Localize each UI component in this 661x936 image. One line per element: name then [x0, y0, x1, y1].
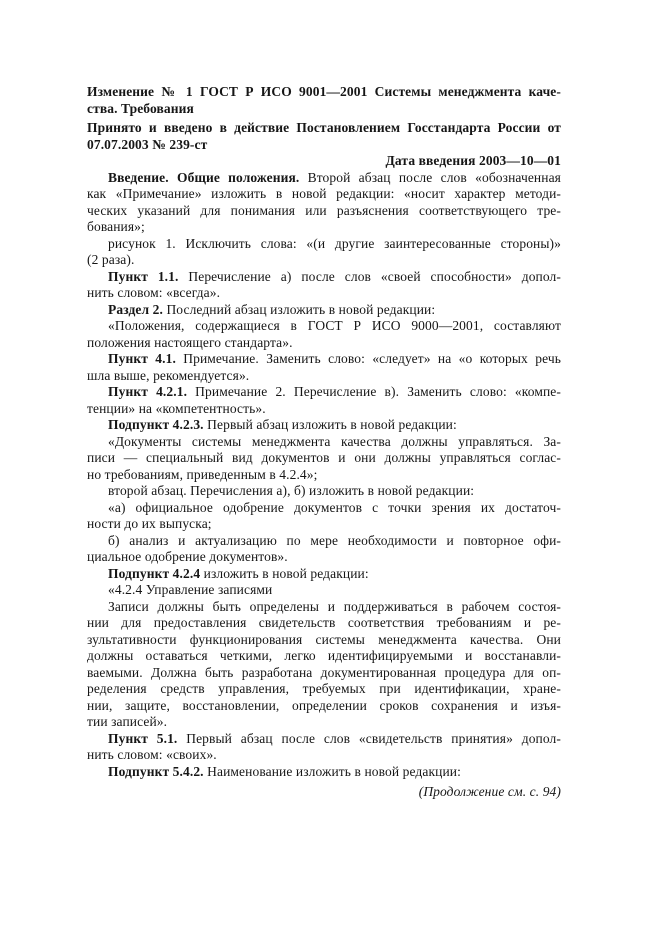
paragraph-clause-5-1 — [87, 731, 561, 764]
text-segment: нить словом: «своих». — [87, 747, 217, 762]
text-line — [87, 186, 561, 203]
text-segment: 07.07.2003 № 239-ст — [87, 136, 208, 152]
text-segment: нии, защите, восстановлении, определении сроков сохранения и изъя- — [87, 697, 561, 713]
text-line — [87, 84, 561, 101]
text-line — [87, 236, 561, 253]
text-segment: нить словом: «всегда». — [87, 285, 221, 300]
text-segment: Принято и введено в действие Постановлением Госстандарта России от — [87, 120, 561, 135]
text-line — [87, 101, 561, 118]
text-line — [87, 483, 561, 500]
text-segment: ства. Требования — [87, 100, 194, 116]
text-line — [87, 153, 561, 170]
text-segment: Примечание. Заменить слово: «следует» на «о которых речь — [175, 351, 561, 366]
paragraph-subclause-4-2-3 — [87, 417, 561, 434]
text-line — [87, 500, 561, 517]
text-line — [87, 582, 561, 599]
text-segment: шла выше, рекомендуется». — [87, 367, 250, 383]
text-line — [87, 434, 561, 451]
text-segment: «4.2.4 Управление записями — [108, 582, 273, 597]
paragraph-clause-1-1 — [87, 269, 561, 302]
text-segment: Дата введения 2003—10—01 — [385, 153, 561, 168]
text-line — [87, 137, 561, 154]
text-segment: должны оставаться четкими, легко идентифицируемыми и восстанавли- — [87, 648, 561, 663]
text-segment: зультативности функционирования системы менеджмента качества. Они — [87, 631, 561, 647]
text-line — [87, 203, 561, 220]
text-segment: Пункт 4.1. — [108, 351, 176, 366]
text-line — [87, 384, 561, 401]
paragraph-records-heading — [87, 582, 561, 599]
text-segment: Второй абзац после слов «обозначенная — [299, 169, 561, 185]
text-segment: «Положения, содержащиеся в ГОСТ Р ИСО 9000—2001, составляют — [108, 318, 561, 333]
text-line — [87, 450, 561, 467]
text-segment: но требованиям, приведенным в 4.2.4»; — [87, 466, 318, 482]
text-segment: Последний абзац изложить в новой редакции: — [162, 301, 436, 317]
paragraph-clause-4-2-1 — [87, 384, 561, 417]
paragraph-subclause-4-2-4 — [87, 566, 561, 583]
adoption-note — [87, 120, 561, 153]
text-segment: писи — специальный вид документов и они должны управляться соглас- — [87, 450, 561, 465]
text-segment: (2 раза). — [87, 252, 135, 267]
text-segment: Подпункт 4.2.3. — [108, 417, 204, 432]
text-segment: (Продолжение см. с. 94) — [418, 784, 561, 799]
text-segment: Введение. Общие положения. — [108, 169, 300, 185]
paragraph-introduction — [87, 170, 561, 236]
continuation-note — [87, 784, 561, 801]
text-segment: циальное одобрение документов». — [87, 549, 288, 564]
paragraph-clause-4-1 — [87, 351, 561, 384]
text-line — [87, 648, 561, 665]
text-line — [87, 401, 561, 418]
text-segment: второй абзац. Перечисления а), б) изложить в новой редакции: — [108, 483, 475, 498]
text-line — [87, 252, 561, 269]
text-line — [87, 731, 561, 748]
text-line — [87, 285, 561, 302]
paragraph-section-2-text — [87, 318, 561, 351]
text-line — [87, 533, 561, 550]
text-segment: как «Примечание» изложить в новой редакции: «носит характер методи- — [87, 186, 561, 201]
text-segment: рисунок 1. Исключить слова: «(и другие заинтересованные стороны)» — [108, 235, 561, 251]
text-segment: тенции» на «компетентность». — [87, 400, 266, 416]
text-segment: изложить в новой редакции: — [200, 565, 369, 581]
paragraph-subclause-4-2-3-text — [87, 434, 561, 484]
introduction-date — [87, 153, 561, 170]
text-segment: Первый абзац изложить в новой редакции: — [203, 417, 457, 432]
text-line — [87, 318, 561, 335]
text-segment: Пункт 5.1. — [108, 730, 178, 746]
text-line — [87, 368, 561, 385]
text-line — [87, 615, 561, 632]
text-line — [87, 335, 561, 352]
paragraph-subclause-5-4-2 — [87, 764, 561, 781]
text-segment: Первый абзац после слов «свидетельств принятия» допол- — [177, 730, 561, 746]
text-line — [87, 219, 561, 236]
text-segment: Пункт 4.2.1. — [108, 384, 188, 399]
paragraph-records-text — [87, 599, 561, 731]
text-line — [87, 599, 561, 616]
text-column — [87, 84, 561, 801]
text-segment: бования»; — [87, 219, 145, 234]
text-segment: Подпункт 5.4.2. — [108, 763, 204, 779]
text-line — [87, 681, 561, 698]
text-segment: «Документы системы менеджмента качества должны управляться. За- — [108, 433, 561, 449]
text-segment: нии для предоставления свидетельств соответствия требованиям и ре- — [87, 615, 561, 630]
text-line — [87, 764, 561, 781]
text-segment: тии записей». — [87, 714, 168, 729]
text-line — [87, 698, 561, 715]
text-segment: положения настоящего стандарта». — [87, 334, 293, 350]
text-line — [87, 566, 561, 583]
text-line — [87, 467, 561, 484]
paragraph-item-b — [87, 533, 561, 566]
paragraph-figure-1 — [87, 236, 561, 269]
paragraph-second-abzac — [87, 483, 561, 500]
text-segment: ределения средств управления, требуемых при идентификации, хране- — [87, 681, 561, 696]
text-segment: Записи должны быть определены и поддерживаться в рабочем состоя- — [108, 598, 561, 614]
paragraph-item-a — [87, 500, 561, 533]
text-line — [87, 784, 561, 801]
text-segment: ческих указаний для понимания или разъяснения соответствующего тре- — [87, 202, 561, 218]
amendment-title — [87, 84, 561, 117]
text-line — [87, 665, 561, 682]
text-line — [87, 417, 561, 434]
text-segment: Наименование изложить в новой редакции: — [203, 763, 461, 779]
text-line — [87, 351, 561, 368]
text-line — [87, 269, 561, 286]
text-segment: Перечисление а) после слов «своей способности» допол- — [178, 268, 561, 284]
text-segment: Подпункт 4.2.4 — [108, 565, 201, 581]
text-line — [87, 549, 561, 566]
text-segment: Раздел 2. — [108, 301, 163, 317]
paragraph-section-2 — [87, 302, 561, 319]
text-line — [87, 632, 561, 649]
text-line — [87, 747, 561, 764]
text-segment: Примечание 2. Перечисление в). Заменить слово: «компе- — [187, 384, 561, 399]
text-line — [87, 516, 561, 533]
text-line — [87, 714, 561, 731]
text-segment: «а) официальное одобрение документов с точки зрения их достаточ- — [108, 499, 561, 515]
text-segment: Пункт 1.1. — [108, 268, 179, 284]
text-segment: ности до их выпуска; — [87, 516, 212, 531]
text-line — [87, 170, 561, 187]
text-segment: ваемыми. Должна быть разработана документированная процедура для оп- — [87, 664, 561, 680]
text-line — [87, 120, 561, 137]
text-segment: Изменение № 1 ГОСТ Р ИСО 9001—2001 Системы менеджмента каче- — [87, 84, 561, 99]
text-segment: б) анализ и актуализацию по мере необходимости и повторное офи- — [108, 532, 561, 548]
text-line — [87, 302, 561, 319]
